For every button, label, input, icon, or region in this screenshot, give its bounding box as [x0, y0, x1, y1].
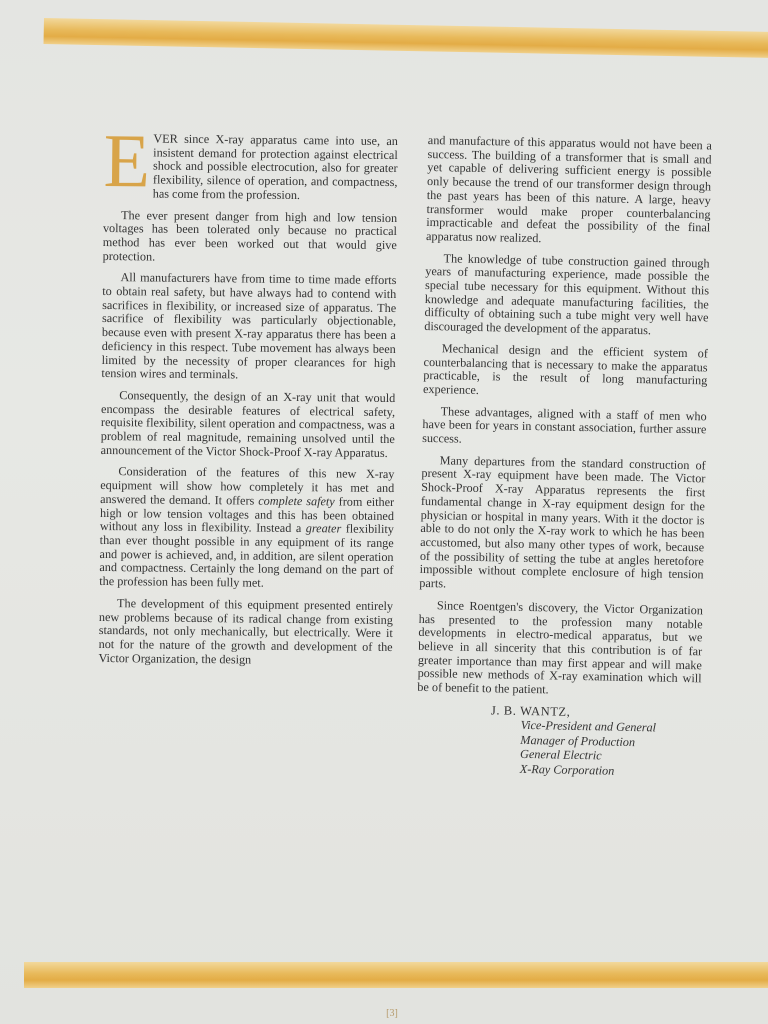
top-decorative-band: [44, 18, 768, 58]
paragraph-9: Mechanical design and the efficient system of counterbalancing that is necessary to make the apparatus practicable, is the result of long manufacturing experience.: [422, 341, 708, 397]
paragraph-2: The ever present danger from high and low tension voltages has been tolerated only because no practical method has ever been worked out that would give protection.: [102, 207, 398, 264]
signature-company-2: X-Ray Corporation: [519, 761, 615, 778]
paragraph-12: Since Roentgen's discovery, the Victor Organization has presented to the profession many notable developments in electro-medical apparatus, but we believe in all sincerity that this contribution is of far greater importance than may first appear and will make possible new methods of X-ray examination which will be of benefit to the patient.: [417, 598, 704, 697]
paragraph-10: These advantages, aligned with a staff of men who have been for years in constant association, further assure success.: [422, 403, 707, 446]
bottom-decorative-band: [24, 962, 768, 988]
page-number: [3]: [386, 1008, 398, 1019]
paragraph-6: The development of this equipment presented entirely new problems because of its radical change from existing standards, not only mechanically, but electrically. Were it not for the nature of the growth and development of the Victor Organization, the design: [98, 595, 394, 667]
paragraph-5-c: flexibility than ever thought possible in any equipment of its range and power is achieved, and, in addition, are silent operation and compactness. Certainly the long demand on the part of the profession has been fully met.: [99, 521, 394, 590]
signature-company-1: General Electric: [519, 747, 602, 763]
paragraph-1: [103, 119, 398, 204]
signature-title-1: Vice-President and General: [520, 718, 657, 735]
paragraph-3: All manufacturers have from time to time made efforts to obtain real safety, but have always had to contend with sacrifices in flexibility, or increased size of apparatus. The sacrifice of flexibility was particularly objectionable, because even with present X-ray apparatus there has been a deficiency in this respect. Tube movement has always been limited by the necessity of proper clearances for high tension wires and terminals.: [101, 270, 397, 382]
emphasis-complete-safety: complete safety: [258, 493, 335, 509]
left-column: [98, 119, 398, 676]
paragraph-11: Many departures from the standard construction of present X-ray equipment have been made. The Victor Shock-Proof X-ray Apparatus represents the first fundamental change in X-ray equipment design for the physician or hospital in many years. With it the doctor is able to do not only the X-ray work to which he has been accustomed, but also many other types of work, because of the possibility of setting the tube at angles heretofore impossible without complete enclosure of high tension parts.: [419, 453, 706, 591]
paragraph-4: Consequently, the design of an X-ray unit that would encompass the desirable features of electrical safety, requisite flexibility, silent operation and compactness, was a problem of real magnitude, remaining unsolved until the announcement of the Victor Shock-Proof X-ray Apparatus.: [100, 388, 396, 460]
drop-cap: E: [103, 119, 151, 204]
signature-name: J. B. WANTZ,: [490, 703, 571, 719]
paragraph-7: and manufacture of this apparatus would not have been a success. The building of a transformer that is small and yet capable of delivering sufficient energy is possible only because the trend of our transformer design through the past years has been of this nature. A large, heavy transformer would make proper counterbalancing impracticable and defeat the possibility of the final apparatus now realized.: [425, 133, 712, 246]
paragraph-8: The knowledge of tube construction gained through years of manufacturing experience, made possible the special tube necessary for this equipment. Without this knowledge and adequate manufacturing facilities, the difficulty of obtaining such a tube might very well have discouraged the development of the apparatus.: [424, 250, 710, 338]
right-column: [416, 134, 712, 780]
paragraph-5-b: from either high or low tension voltages and this has been obtained without any loss in flexibility. Instead a: [99, 494, 395, 536]
paragraph-5-a: Consideration of the features of this new X-ray equipment will show how completely it has met and answered the demand. It offers: [100, 464, 395, 508]
emphasis-greater: greater: [305, 521, 342, 536]
signature-block: [416, 703, 701, 780]
paragraph-5: [99, 465, 394, 591]
signature-title-2: Manager of Production: [520, 732, 636, 750]
paragraph-1-text: VER since X-ray apparatus came into use, an insistent demand for protection against electrical shock and possible electrocution, also for greater flexibility, silence of operation, and compactness, has come from the profession.: [152, 131, 398, 202]
